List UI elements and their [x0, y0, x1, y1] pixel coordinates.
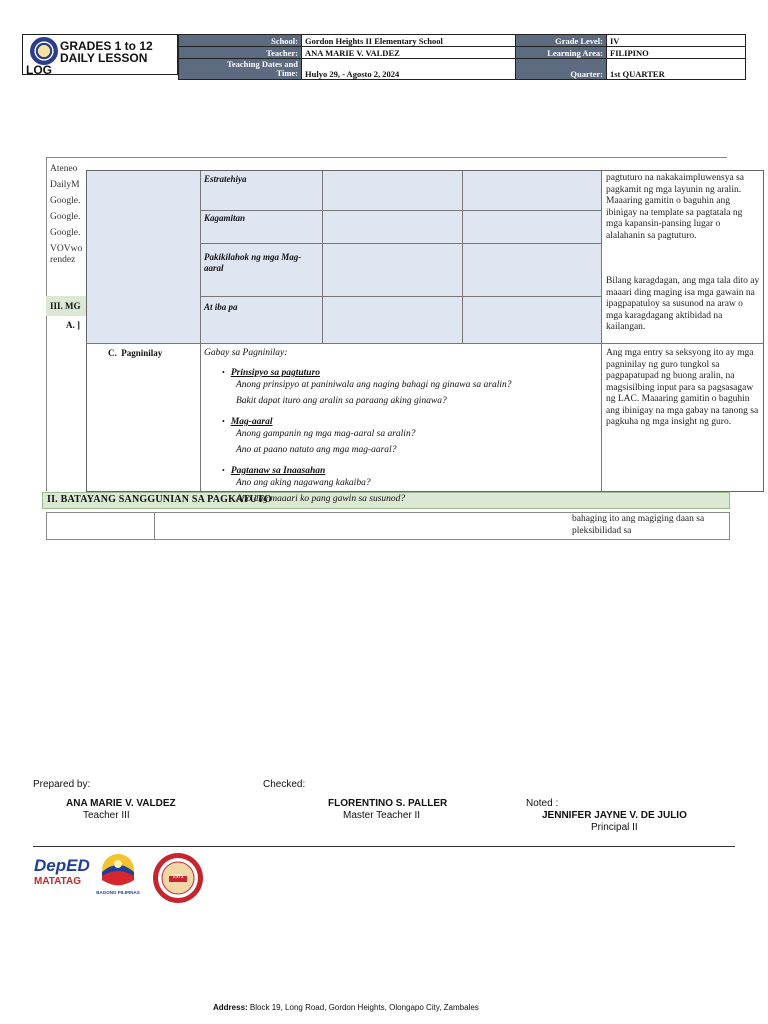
- bg-item: VOVwo: [50, 244, 83, 254]
- bullet-icon: •: [222, 417, 231, 426]
- deped-logo-text: DepED: [34, 856, 90, 875]
- quarter-value: 1st QUARTER: [607, 59, 746, 80]
- guide-heading: Pagtanaw sa Inaasahan: [230, 466, 326, 476]
- noted-title: Principal II: [591, 822, 638, 833]
- bg-item: DailyM: [50, 180, 80, 190]
- bp-logo-text: BAGONG PILIPINAS: [96, 890, 140, 895]
- grid-line: [200, 210, 601, 211]
- bg-item: Google.: [50, 196, 81, 206]
- area-label: Learning Area:: [516, 47, 607, 59]
- bottom-divider: [154, 512, 155, 540]
- grade-label: Grade Level:: [516, 35, 607, 47]
- guide-question: Ano at paano natuto ang mga mag-aaral?: [236, 445, 397, 455]
- guide-heading: Prinsipyo sa pagtuturo: [230, 368, 321, 378]
- grid-line: [200, 243, 601, 244]
- checked-title: Master Teacher II: [343, 810, 421, 821]
- table-shade-left: [87, 171, 200, 343]
- header-title-line3: LOG: [26, 63, 52, 77]
- address-value: Block 19, Long Road, Gordon Heights, Olongapo City, Zambales: [249, 1003, 479, 1012]
- matatag-logo-text: MATATAG: [34, 876, 82, 887]
- deped-matatag-logo: [34, 852, 90, 900]
- guide-question: Ano ang aking nagawang kakaiba?: [236, 478, 371, 488]
- grid-line: [86, 343, 764, 344]
- dates-label: [179, 59, 302, 80]
- bg-item: Google.: [50, 212, 81, 222]
- guide-question: Anong prinsipyo at paniniwala ang naging bahagi ng ginawa sa aralin?: [236, 380, 512, 390]
- guide-title: Gabay sa Pagninilay:: [204, 348, 288, 358]
- school-seal-text: 1972: [172, 874, 184, 880]
- footer-rule: [33, 846, 735, 847]
- teacher-value: ANA MARIE V. VALDEZ: [302, 47, 516, 59]
- dates-label-line2: Time:: [276, 68, 298, 78]
- quarter-label: Quarter:: [516, 59, 607, 80]
- bottom-note: bahaging ito ang magiging daan sa pleksibilidad sa: [572, 514, 705, 536]
- teacher-label: Teacher:: [179, 47, 302, 59]
- header-title-line1: GRADES 1 to 12: [60, 39, 153, 53]
- area-value: FILIPINO: [607, 47, 746, 59]
- sub-a-heading: A. ]: [66, 320, 80, 330]
- note-bottom: Ang mga entry sa seksyong ito ay mga pagninilay ng guro tungkol sa pagpapatupad ng buong aralin, na magsisilbing input para sa pagsasagaw ng LAC. Maaaring gamitin o baguhin ang ibinigay na mga gabay na tanong sa pagkuha ng mga insight ng guro.: [606, 348, 759, 427]
- section-iii-heading: III. MG: [46, 296, 86, 316]
- row-label-iba-pa: At iba pa: [204, 302, 238, 312]
- deped-seal-icon: [30, 37, 58, 65]
- c-pagninilay-label: C. Pagninilay: [108, 348, 163, 358]
- grid-line: [200, 171, 201, 491]
- note-top-1: pagtuturo na nakakaimpluwensya sa pagkamit ng mga layunin ng aralin. Maaaring gamitin o baguhin ang ibinigay na template sa pagtatala ng mga kapansin-pansing lugar o alalahanin sa pagtuturo.: [606, 173, 744, 241]
- dates-value: Hulyo 29, - Agosto 2, 2024: [302, 59, 516, 80]
- guide-group: [222, 460, 600, 505]
- bullet-icon: •: [222, 368, 231, 377]
- guide-group: [222, 411, 600, 456]
- guide-question: Ano ang maaari ko pang gawin sa susunod?: [236, 494, 406, 504]
- header-title-line2: DAILY LESSON: [60, 51, 148, 65]
- school-seal-logo: [152, 852, 204, 904]
- row-label-kagamitan: Kagamitan: [204, 213, 246, 223]
- section-ii-heading: II. BATAYANG SANGGUNIAN SA PAGKATUTO: [42, 492, 730, 509]
- reflection-guide-list: [222, 362, 600, 505]
- bg-item: Google.: [50, 228, 81, 238]
- grid-line: [200, 296, 601, 297]
- noted-name: JENNIFER JAYNE V. DE JULIO: [542, 810, 687, 821]
- bg-left-list: [50, 161, 82, 266]
- school-label: School:: [179, 35, 302, 47]
- note-top-2: Bilang karagdagan, ang mga tala dito ay maaari ding maging isa mga gawain na ipagpapatuloy sa susunod na araw o mga karagdagang aktibidad na kailangan.: [606, 276, 760, 332]
- row-label-pakikilahok: Pakikilahok ng mga Mag-aaral: [204, 252, 302, 273]
- bagong-pilipinas-logo: [95, 850, 141, 896]
- checked-name: FLORENTINO S. PALLER: [328, 798, 448, 809]
- guide-question: Bakit dapat ituro ang aralin sa paraang aking ginawa?: [236, 396, 447, 406]
- guide-heading: Mag-aaral: [230, 417, 273, 427]
- bullet-icon: •: [222, 466, 231, 475]
- bg-item: Ateneo: [50, 164, 78, 174]
- grid-line: [462, 171, 463, 343]
- grade-value: IV: [607, 35, 746, 47]
- prepared-title: Teacher III: [83, 810, 130, 821]
- checked-label: Checked:: [263, 779, 306, 790]
- prepared-label: Prepared by:: [33, 779, 91, 790]
- prepared-name: ANA MARIE V. VALDEZ: [66, 798, 176, 809]
- address-label: Address:: [213, 1003, 248, 1012]
- guide-question: Anong gampanin ng mga mag-aaral sa aralin?: [236, 429, 416, 439]
- school-address: [213, 1003, 513, 1013]
- row-label-estratehiya: Estratehiya: [204, 174, 247, 184]
- header-info-table: [178, 34, 746, 80]
- school-value: Gordon Heights II Elementary School: [302, 35, 516, 47]
- dates-label-line1: Teaching Dates and: [226, 59, 298, 69]
- grid-line: [601, 171, 602, 491]
- grid-line: [322, 171, 323, 343]
- noted-label: Noted :: [526, 798, 559, 809]
- bg-item: rendez: [50, 255, 76, 265]
- guide-group: [222, 362, 600, 407]
